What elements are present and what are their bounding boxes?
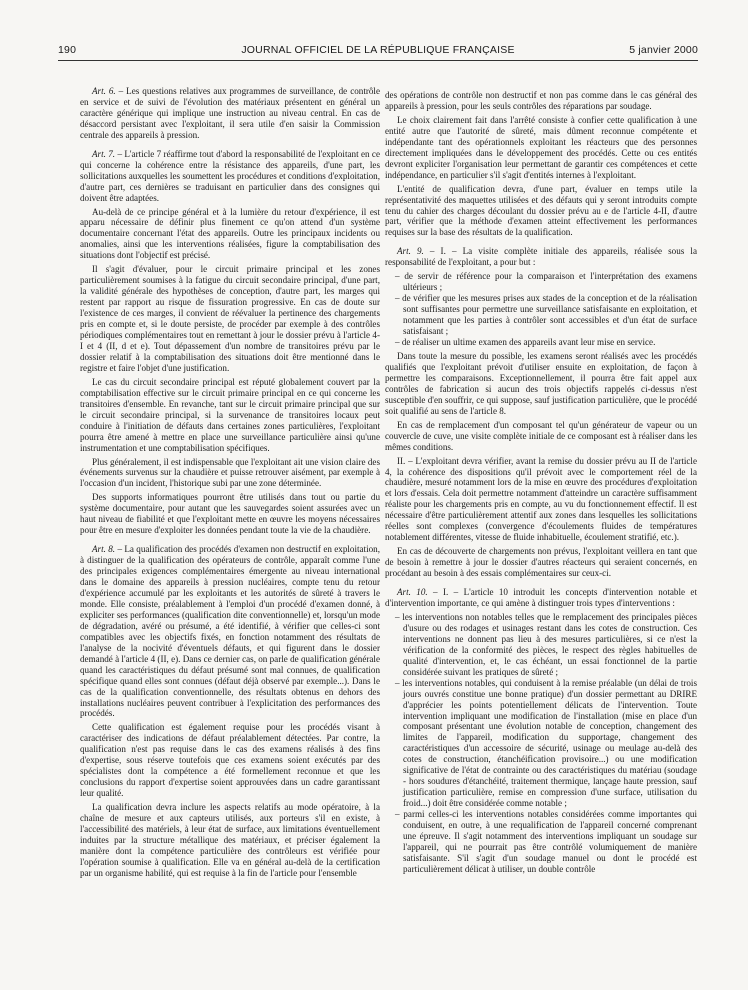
page-header	[58, 44, 698, 60]
paragraph-qualification: La qualification devra inclure les aspects relatifs au mode opératoire, à la chaîne de mesure et aux capteurs utilisés, aux porteurs s'il en existe, à l'accessibilité des matériels, à leur état de surface, aux limitations éventuellement induites par la structure métallique des matériaux, et préciser également la manière dont la compétence particulière des contrôleurs est vérifiée pour l'opération soumise à qualification. Elle va en général au-delà de la certification par un organisme habilité, qui est requise à la fin de l'article pour l'ensemble	[80, 802, 380, 878]
article-8-label: Art. 8.	[92, 544, 116, 555]
paragraph-remplacement: En cas de remplacement d'un composant tel qu'un générateur de vapeur ou un couvercle de cuve, une visite complète initiale de ce composant est à réaliser dans les mêmes conditions.	[385, 419, 697, 452]
header-rule	[58, 60, 698, 61]
list-item: – parmi celles-ci les interventions notables considérées comme importantes qui conduisent, en outre, à une requalification de l'appareil concerné comprenant une épreuve. Il s'agit notamment des interventions impliquant un soudage sur l'appareil, qui ne pourrait pas être contrôlé volumiquement de manière satisfaisante. S'il s'agit d'un soudage manuel ou dont le procédé est particulièrement délicat à utiliser, un double contrôle	[385, 809, 697, 875]
paragraph-evaluer: Il s'agit d'évaluer, pour le circuit primaire principal et les zones particulièrement soumises à la fatigue du circuit secondaire principal, d'une part, la validité générale des hypothèses de conception, d'autre part, les marges qui restent par rapport au risque de fissuration progressive. En cas de doute sur l'existence de ces marges, il convient de réévaluer la pertinence des chargements pris en compte et, si le doute persiste, de procéder par exemple à des contrôles périodiques complémentaires tout en remettant à jour le dossier prévu à l'article 4-I et 4 (II, d et e). Tout dépassement d'un nombre de transitoires prévu par le dossier relatif à la comptabilisation des situations doit être mentionné dans le registre et faire l'objet d'une justification.	[80, 264, 380, 373]
article-6	[80, 86, 380, 141]
paragraph-continued: des opérations de contrôle non destructif et non pas comme dans le cas général des appareils à pression, pour les seuls contrôles des réparations par soudage.	[385, 90, 697, 111]
paragraph-choix: Le choix clairement fait dans l'arrêté consiste à confier cette qualification à une entité autre que l'autorité de sûreté, mais dûment reconnue compétente et indépendante tant des opérationnels exploitant les réacteurs que des personnes directement impliquées dans le développement des procédés. Cette ou ces entités devront expliciter l'organisation leur permettant de garantir ces compétences et cette indépendance, en particulier s'il s'agit d'entités internes à l'exploitant.	[385, 114, 697, 180]
paragraph-supports: Des supports informatiques pourront être utilisés dans tout ou partie du système documentaire, pour autant que les sauvegardes soient assurées avec un haut niveau de fiabilité et que l'exploitant mette en œuvre les moyens nécessaires pour être en mesure d'exploiter les données pendant toute la vie de la chaudière.	[80, 492, 380, 536]
article-7-label: Art. 7.	[92, 148, 116, 159]
article-8-text: – La qualification des procédés d'examen non destructif en exploitation, à distinguer de la qualification des opérateurs de contrôle, apparaît comme l'une des principales exigences complémentaires émergente au niveau international dans le domaine des appareils à pression nucléaires, compte tenu du retour d'expérience accumulé par les exploitants et les autorités de sûreté à travers le monde. Elle consiste, préalablement à l'emploi d'un procédé d'examen donné, à expliciter ses performances (qualification dite conventionnelle) et, lorsqu'un mode de dégradation, avéré ou présumé, a été identifié, à vérifier que celles-ci sont compatibles avec les objectifs fixés, en fonction notamment des résultats de l'analyse de la nocivité d'éventuels défauts, et qui figurent dans le dossier demandé à l'article 4 (II, e). Dans ce dernier cas, on parle de qualification générale quand les caractéristiques du défaut présumé sont mal connues, de qualification spécifique quand elles sont connues (défaut déjà observé par exemple...). Dans le cas de la qualification conventionnelle, des résultats obtenus en dehors des installations nucléaires peuvent contribuer à l'explicitation des performances des procédés.	[80, 544, 380, 719]
article-10-list	[385, 612, 697, 875]
list-item: – de réaliser un ultime examen des appareils avant leur mise en service.	[385, 337, 697, 348]
article-9-text: – I. – La visite complète initiale des appareils, réalisée sous la responsabilité de l'exploitant, a pour but :	[385, 246, 697, 268]
paragraph-entite: L'entité de qualification devra, d'une part, évaluer en temps utile la représentativité des maquettes utilisées et des défauts qui y seront introduits compte tenu du cahier des charges découlant du dossier prévu au e de l'article 4-II, d'autre part, vérifier que la méthode d'examen atteint effectivement les performances requises sur la base des résultats de la qualification.	[385, 183, 697, 238]
article-6-label: Art. 6.	[92, 86, 116, 96]
paragraph-au-dela: Au-delà de ce principe général et à la lumière du retour d'expérience, il est apparu nécessaire de définir plus finement ce qu'on attend d'un système documentaire concernant l'état des appareils. Outre les principaux incidents ou anomalies, ainsi que les interventions réalisées, figure la comptabilisation des situations dont l'objectif est précisé.	[80, 206, 380, 261]
article-6-text: – Les questions relatives aux programmes de surveillance, de contrôle en service et de suivi de l'évolution des matériaux présentent en général un caractère générique qui implique une instruction au niveau central. En cas de désaccord persistant avec l'exploitant, il sera utile d'en saisir la Commission centrale des appareils à pression.	[80, 86, 380, 140]
article-9-label: Art. 9.	[397, 246, 424, 257]
paragraph-plus: Plus généralement, il est indispensable que l'exploitant ait une vision claire des événements survenus sur la chaudière et puisse retrouver aisément, par exemple à l'occasion d'un incident, l'historique subi par une zone déterminée.	[80, 456, 380, 489]
paragraph-dans: Dans toute la mesure du possible, les examens seront réalisés avec les procédés qualifiés que l'exploitant prévoit d'utiliser ensuite en exploitation, de façon à permettre les comparaisons. Exceptionnellement, il pourra être fait appel aux contrôles de fabrication si aucun des trois objectifs rappelés ci-dessus n'est susceptible d'en souffrir, ce qui suppose, sauf justification particulière, que le procédé soit qualifié au sens de l'article 8.	[385, 350, 697, 416]
paragraph-cette: Cette qualification est également requise pour les procédés visant à caractériser des indications de défaut préalablement détectées. Par contre, la qualification n'est pas requise dans le cas des examens réalisés à des fins d'expertise, sous réserve toutefois que ces examens soient exécutés par des spécialistes dont la compétence a été formellement reconnue et que les conclusions du rapport d'expertise soient approuvées dans un cadre garantissant leur qualité.	[80, 722, 380, 799]
list-item: – de vérifier que les mesures prises aux stades de la conception et de la réalisation sont suffisantes pour permettre une surveillance satisfaisante en exploitation, et notamment que les parties à contrôler sont accessibles et d'un état de surface satisfaisant ;	[385, 293, 697, 337]
article-9-list	[385, 271, 697, 348]
issue-date: 5 janvier 2000	[629, 44, 698, 56]
article-10	[385, 587, 697, 609]
paragraph-decouverte: En cas de découverte de chargements non prévus, l'exploitant veillera en tant que de besoin à remettre à jour le dossier d'autres réacteurs qui seraient concernés, en procédant au besoin à des essais complémentaires sur ceux-ci.	[385, 546, 697, 579]
left-column	[80, 86, 380, 882]
article-7-text: – L'article 7 réaffirme tout d'abord la responsabilité de l'exploitant en ce qui concerne la cohérence entre la résistance des appareils, d'une part, les sollicitations auxquelles les soumettent les procédures et conditions d'exploitation, d'autre part, ces dernières se traduisant en particulier dans des consignes qui doivent être adaptées.	[80, 148, 380, 203]
paragraph-ii: II. – L'exploitant devra vérifier, avant la remise du dossier prévu au II de l'article 4, la cohérence des dispositions qu'il prévoit avec le comportement réel de la chaudière, mesuré notamment lors de la mise en œuvre des procédures d'exploitation et lors d'essais. Cela doit permettre notamment d'atteindre un caractère suffisamment réaliste pour les chargements pris en compte, au vu du fonctionnement effectif. Il est nécessaire d'être particulièrement attentif aux zones dans lesquelles les sollicitations réelles sont complexes (convergence d'écoulements fluides de températures notablement différentes, vitesse de fluide inhabituelle, écoulement stratifié, etc.).	[385, 455, 697, 543]
journal-title: JOURNAL OFFICIEL DE LA RÉPUBLIQUE FRANÇAISE	[241, 44, 515, 56]
paragraph-circuit: Le cas du circuit secondaire principal est réputé globalement couvert par la comptabilisation effective sur le circuit primaire principal en ce qui concerne les transitoires d'ensemble. En revanche, tant sur le circuit primaire principal que sur le circuit secondaire principal, si la survenance de transitoires locaux peut conduire à l'initiation de défauts dans certaines zones particulières, l'exploitant pourra être amené à mettre en place une surveillance particulière ainsi qu'une instrumentation et une comptabilisation spécifiques.	[80, 376, 380, 453]
list-item: – les interventions notables, qui conduisent à la remise préalable (un délai de trois jours ouvrés constitue une bonne pratique) d'un dossier permettant au DRIRE d'apprécier les points potentiellement délicats de l'intervention. Toute intervention impliquant une modification de l'installation (mise en place d'un composant présentant une évolution notable de conception, changement des limites de l'appareil, modification du supportage, changement des caractéristiques d'un accessoire de sécurité, usinage ou meulage au-delà des cotes de construction, étanchéification provisoire...) ou une modification significative de l'état de contrainte ou des caractéristiques du matériau (soudage - hors soudures d'étanchéité, traitement thermique, lançage haute pression, sauf justification particulière, remise en compression d'une surface, utilisation du froid...) doit être considérée comme notable ;	[385, 678, 697, 809]
page-number: 190	[58, 44, 77, 56]
article-10-label: Art. 10.	[397, 587, 428, 598]
article-10-text: – I. – L'article 10 introduit les concepts d'intervention notable et d'intervention importante, ce qui amène à distinguer trois types d'interventions :	[385, 587, 697, 608]
article-7	[80, 149, 380, 204]
right-column	[385, 90, 697, 878]
article-9	[385, 246, 697, 268]
article-8	[80, 544, 380, 719]
list-item: – de servir de référence pour la comparaison et l'interprétation des examens ultérieurs ;	[385, 271, 697, 293]
list-item: – les interventions non notables telles que le remplacement des principales pièces d'usure ou des rodages et usinages restant dans les cotes de construction. Ces interventions ne donnent pas lieu à des mesures particulières, si ce n'est la vérification de la conformité des pièces, le respect des règles habituelles de qualité d'intervention, et, le cas échéant, un essai fonctionnel de la partie considérée suivant les pratiques de sûreté ;	[385, 612, 697, 678]
